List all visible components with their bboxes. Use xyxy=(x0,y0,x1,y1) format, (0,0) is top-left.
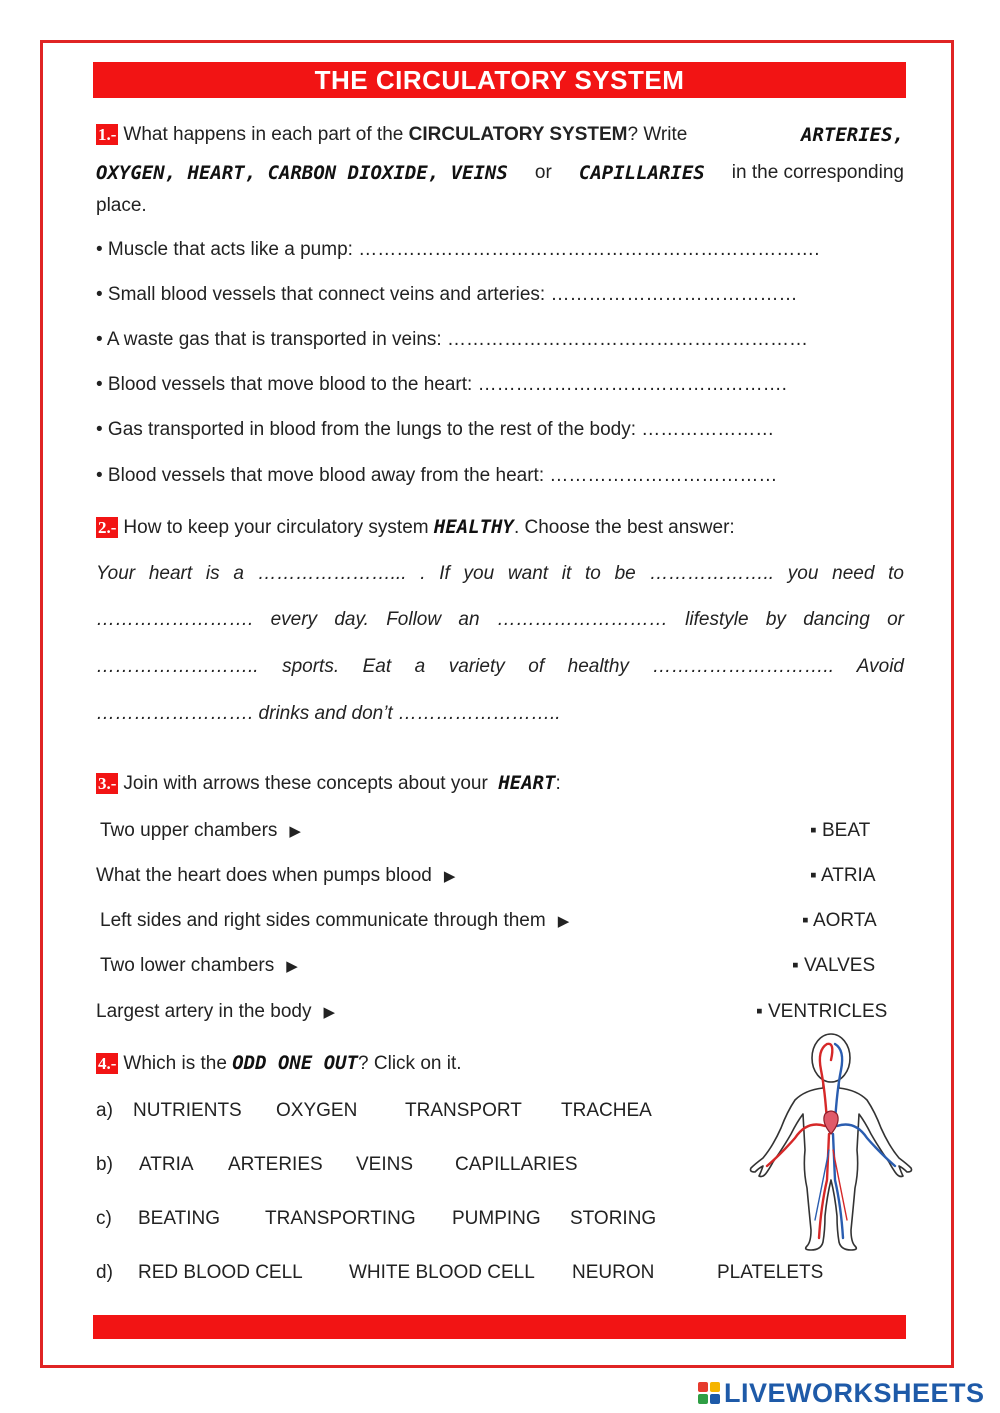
q1-line3: place. xyxy=(96,195,147,216)
body-outline xyxy=(751,1034,912,1250)
q4-option[interactable]: NEURON xyxy=(572,1262,655,1283)
q4-option[interactable]: PLATELETS xyxy=(717,1262,824,1283)
page-title: THE CIRCULATORY SYSTEM xyxy=(314,65,685,95)
q4-keyword-odd: ODD ONE OUT xyxy=(232,1052,359,1074)
q1-number: 1.- xyxy=(98,125,117,144)
q3-left-label: What the heart does when pumps blood xyxy=(96,865,432,886)
q3-prompt xyxy=(96,772,561,795)
q2-line-2[interactable]: ……………………. every day. Follow an ……………………… lifestyle by dancing or xyxy=(96,609,904,630)
q3-left-item[interactable] xyxy=(96,865,455,887)
q4-row-label: d) xyxy=(96,1262,113,1283)
q4-option[interactable]: RED BLOOD CELL xyxy=(138,1262,303,1283)
liveworksheets-logo xyxy=(698,1378,985,1408)
q3-right-item[interactable]: ▪ ATRIA xyxy=(810,865,876,886)
q3-left-item[interactable] xyxy=(100,910,569,932)
q4-option[interactable]: ARTERIES xyxy=(228,1154,323,1175)
q3-right-item[interactable]: ▪ BEAT xyxy=(810,820,871,841)
q4-option[interactable]: NUTRIENTS xyxy=(133,1100,242,1121)
q4-prompt xyxy=(96,1052,462,1075)
q1-keyword-system: CIRCULATORY SYSTEM xyxy=(408,124,628,145)
q1-text-or: or xyxy=(534,162,552,183)
q4-option[interactable]: TRANSPORT xyxy=(405,1100,522,1121)
arrow-right-icon: ▶ xyxy=(286,958,298,975)
arrow-right-icon: ▶ xyxy=(557,913,570,930)
bottom-bar xyxy=(93,1315,906,1339)
q1-text-b: ? Write xyxy=(627,124,688,145)
q4-row-label: c) xyxy=(96,1208,112,1229)
q3-left-item[interactable] xyxy=(96,1001,335,1023)
q4-option[interactable]: CAPILLARIES xyxy=(455,1154,578,1175)
q2-prompt xyxy=(96,516,735,539)
q4-prompt-a: Which is the xyxy=(123,1053,227,1074)
q3-keyword-heart: HEART xyxy=(498,772,556,794)
q1-item-1[interactable]: • Muscle that acts like a pump: ………………………………………………………………. xyxy=(96,239,820,260)
q4-option[interactable]: TRACHEA xyxy=(561,1100,652,1121)
q4-number: 4.- xyxy=(98,1054,117,1073)
q3-left-label: Left sides and right sides communicate through them xyxy=(100,910,546,931)
q2-number: 2.- xyxy=(98,518,117,537)
q3-number: 3.- xyxy=(98,774,117,793)
q2-line-4[interactable]: ……………………. drinks and don’t …………………….. xyxy=(96,703,561,724)
heart-icon xyxy=(824,1111,838,1134)
q4-option[interactable]: ATRIA xyxy=(139,1154,194,1175)
q4-option[interactable]: PUMPING xyxy=(452,1208,541,1229)
q1-keyword-arteries: ARTERIES, xyxy=(801,124,904,146)
q4-option[interactable]: VEINS xyxy=(356,1154,414,1175)
q1-keywords-list: OXYGEN, HEART, CARBON DIOXIDE, VEINS xyxy=(96,162,508,184)
q4-row-label: a) xyxy=(96,1100,113,1121)
q1-text-c: in the corresponding xyxy=(731,162,904,183)
q3-left-item[interactable] xyxy=(100,955,298,977)
q3-colon: : xyxy=(555,773,561,794)
q4-option[interactable]: TRANSPORTING xyxy=(265,1208,416,1229)
q2-keyword-healthy: HEALTHY xyxy=(433,516,514,538)
logo-mark-icon xyxy=(698,1382,720,1404)
q3-left-label: Two lower chambers xyxy=(100,955,275,976)
q4-option[interactable]: WHITE BLOOD CELL xyxy=(349,1262,535,1283)
title-bar xyxy=(93,62,906,98)
q3-right-item[interactable]: ▪ VENTRICLES xyxy=(756,1001,888,1022)
q1-line1 xyxy=(96,124,904,146)
q3-left-label: Two upper chambers xyxy=(100,820,278,841)
q2-line-1[interactable]: Your heart is a …………………... . If you want it to be ……………….. you need to xyxy=(96,563,904,584)
q3-prompt-text: Join with arrows these concepts about your xyxy=(123,773,488,794)
q1-text-a: What happens in each part of the xyxy=(123,124,404,145)
q2-prompt-a: How to keep your circulatory system xyxy=(123,517,429,538)
q3-right-item[interactable]: ▪ AORTA xyxy=(802,910,877,931)
q3-left-label: Largest artery in the body xyxy=(96,1001,312,1022)
q1-line2 xyxy=(96,162,904,184)
q3-right-item[interactable]: ▪ VALVES xyxy=(792,955,876,976)
arrow-right-icon: ▶ xyxy=(289,823,301,840)
q1-item-6[interactable]: • Blood vessels that move blood away from the heart: ……………………………… xyxy=(96,465,778,486)
q1-item-2[interactable]: • Small blood vessels that connect veins and arteries: ………………………………… xyxy=(96,284,798,305)
q4-option[interactable]: BEATING xyxy=(138,1208,220,1229)
arrow-right-icon: ▶ xyxy=(443,868,456,885)
q4-prompt-b: ? Click on it. xyxy=(358,1053,462,1074)
q3-left-item[interactable] xyxy=(100,820,301,842)
arrow-right-icon: ▶ xyxy=(323,1004,336,1021)
q1-keyword-capillaries: CAPILLARIES xyxy=(578,162,705,184)
q1-item-5[interactable]: • Gas transported in blood from the lungs to the rest of the body: ………………… xyxy=(96,419,775,440)
logo-text: LIVEWORKSHEETS xyxy=(724,1377,985,1408)
q1-item-4[interactable]: • Blood vessels that move blood to the heart: …………………………………………. xyxy=(96,374,787,395)
q1-item-3[interactable]: • A waste gas that is transported in veins: ………………………………………………… xyxy=(96,329,808,350)
q4-row-label: b) xyxy=(96,1154,113,1175)
circulatory-body-illustration xyxy=(745,1030,915,1255)
q4-option[interactable]: STORING xyxy=(570,1208,657,1229)
q2-line-3[interactable]: …………………….. sports. Eat a variety of healthy ……………………….. Avoid xyxy=(96,656,904,677)
q2-prompt-b: . Choose the best answer: xyxy=(513,517,735,538)
q4-option[interactable]: OXYGEN xyxy=(276,1100,358,1121)
